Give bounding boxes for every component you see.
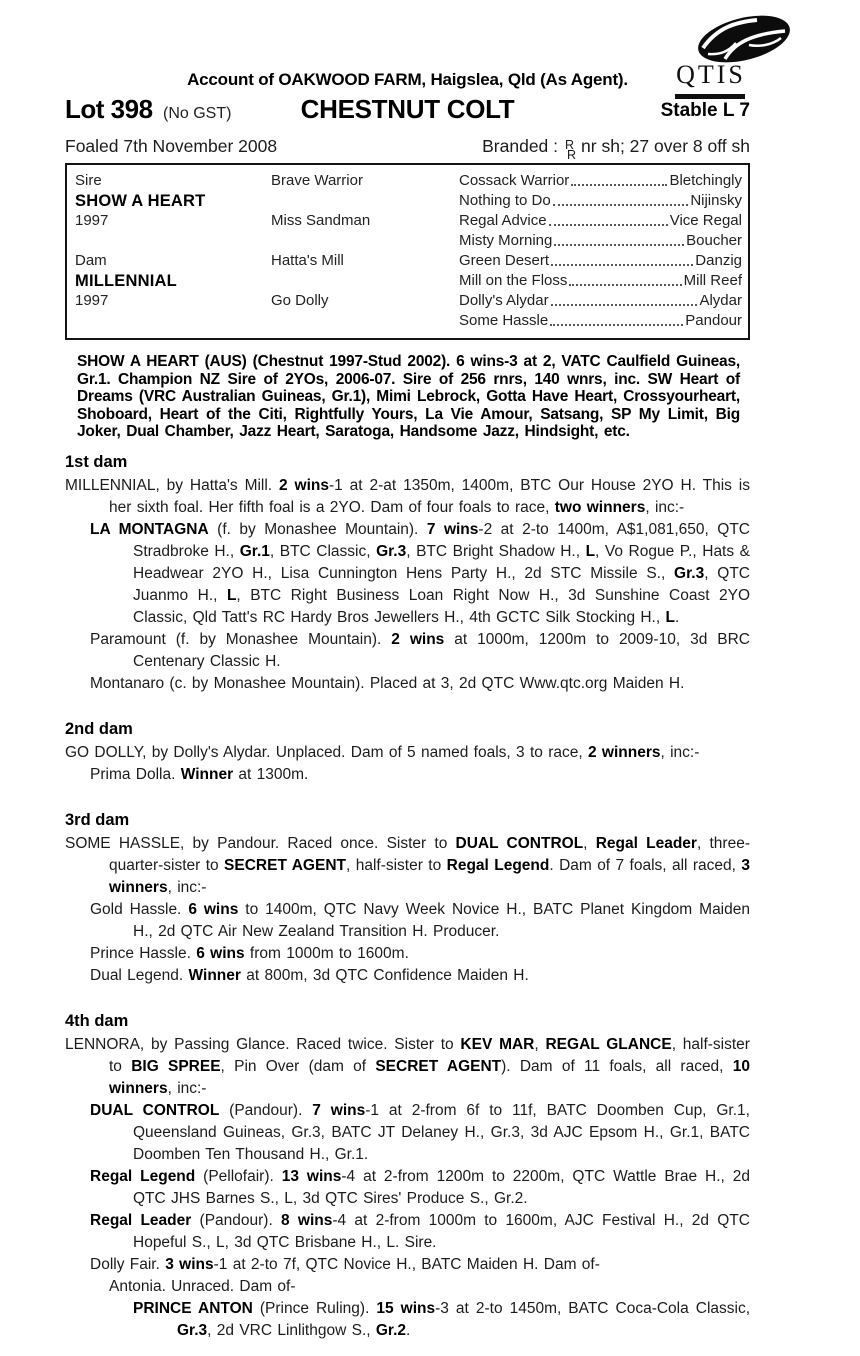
pedigree-grandparent: Miss Sandman [271, 212, 371, 229]
pedigree-paragraph: Prima Dolla. Winner at 1300m. [90, 765, 309, 783]
ancestor-sire: Vice Regal [669, 212, 742, 229]
pedigree-paragraph: Dolly Fair. 3 wins-1 at 2-to 7f, QTC Novice H., BATC Maiden H. Dam of- [90, 1255, 600, 1273]
branded-info [482, 136, 750, 163]
section-heading: 3rd dam [65, 810, 130, 829]
branded-label: Branded : [482, 136, 559, 156]
pedigree-paragraph: LENNORA, by Passing Glance. Raced twice. Sister to KEV MAR, REGAL GLANCE, half-sister to BIG SPREE, Pin Over (dam of SECRET AGENT). Dam of 11 foals, all raced, 10 winners, inc:- [65, 1035, 750, 1097]
pedigree-year: 1997 [75, 212, 109, 229]
foal-row [65, 136, 750, 163]
lot-row [65, 94, 750, 132]
stable-number: Stable L 7 [660, 100, 750, 121]
pedigree-paragraph: GO DOLLY, by Dolly's Alydar. Unplaced. Dam of 5 named foals, 3 to race, 2 winners, inc:- [65, 743, 700, 761]
pedigree-role-label: Sire [75, 172, 102, 189]
pedigree-paragraph: PRINCE ANTON (Prince Ruling). 15 wins-3 at 2-to 1450m, BATC Coca-Cola Classic, Gr.3, 2d VRC Linlithgow S., Gr.2. [133, 1299, 751, 1339]
pedigree-ancestor-row [459, 231, 742, 251]
pedigree-grandparent: Go Dolly [271, 292, 329, 309]
brand-mark [565, 140, 576, 160]
pedigree-ancestor-row [459, 271, 742, 291]
catalog-content [65, 0, 750, 1342]
header [65, 0, 750, 163]
section-heading: 1st dam [65, 452, 128, 471]
sire-summary: SHOW A HEART (AUS) (Chestnut 1997-Stud 2002). 6 wins-3 at 2, VATC Caulfield Guineas, Gr.1. Champion NZ Sire of 2YOs, 2006-07. Sire of 256 rnrs, 140 wnrs, inc. SW Heart of Dreams (VRC Australian Guineas, Gr.1), Mimi Lebrock, Gotta Have Heart, Crossyourheart, Shoboard, Heart of the Citi, Rightfully Yours, La Vie Amour, Satsang, SP My Limit, Big Joker, Dual Chamber, Jazz Heart, Saratoga, Handsome Jazz, Hindsight, etc. [77, 353, 740, 441]
lot-title: CHESTNUT COLT [300, 94, 515, 124]
brand-mark-bottom: R [567, 148, 577, 162]
foaled-date: Foaled 7th November 2008 [65, 136, 278, 156]
pedigree-grandparent: Brave Warrior [271, 172, 363, 189]
pedigree-parent-name: SHOW A HEART [75, 192, 206, 210]
section-heading: 4th dam [65, 1011, 129, 1030]
pedigree-paragraph: Antonia. Unraced. Dam of- [109, 1277, 296, 1295]
pedigree-ancestor-row [459, 191, 742, 211]
ancestor-name: Green Desert [459, 252, 550, 269]
pedigree-paragraph: Paramount (f. by Monashee Mountain). 2 wins at 1000m, 1200m to 2009-10, 3d BRC Centenary Classic H. [90, 630, 750, 670]
ancestor-name: Misty Morning [459, 232, 553, 249]
pedigree-role-label: Dam [75, 252, 107, 269]
qtis-logo-text: QTIS [676, 60, 746, 89]
dot-leader [551, 291, 698, 306]
pedigree-paragraph: Prince Hassle. 6 wins from 1000m to 1600m. [90, 944, 409, 962]
pedigree-paragraph: DUAL CONTROL (Pandour). 7 wins-1 at 2-from 6f to 11f, BATC Doomben Cup, Gr.1, Queensland Guineas, Gr.3, BATC JT Delaney H., Gr.3, 3d AJC Epsom H., Gr.1, BATC Doomben Ten Thousand H., Gr.1. [90, 1101, 750, 1163]
dam-section [65, 453, 750, 695]
pedigree-paragraph: Regal Legend (Pellofair). 13 wins-4 at 2-from 1200m to 2200m, QTC Wattle Brae H., 2d QTC JHS Barnes S., L, 3d QTC Sires' Produce S., Gr.2. [90, 1167, 750, 1207]
pedigree-grandparent: Hatta's Mill [271, 252, 344, 269]
dot-leader [551, 251, 693, 266]
pedigree-parent-name: MILLENNIAL [75, 272, 177, 290]
dot-leader [554, 231, 684, 246]
pedigree-table [65, 163, 750, 340]
dam-section [65, 1012, 750, 1342]
ancestor-name: Dolly's Alydar [459, 292, 549, 309]
pedigree-paragraph: LA MONTAGNA (f. by Monashee Mountain). 7 wins-2 at 2-to 1400m, A$1,081,650, QTC Stradbroke H., Gr.1, BTC Classic, Gr.3, BTC Bright Shadow H., L, Vo Rogue P., Hats & Headwear 2YO H., Lisa Cunnington Hens Party H., 2d STC Missile S., Gr.3, QTC Juanmo H., L, BTC Right Business Loan Right Now H., 3d Sunshine Coast 2YO Classic, Qld Tatt's RC Hardy Bros Jewellers H., 4th GCTC Silk Stocking H., L. [90, 520, 751, 626]
pedigree-year: 1997 [75, 292, 109, 309]
gst-note: (No GST) [162, 105, 232, 122]
pedigree-paragraph: MILLENNIAL, by Hatta's Mill. 2 wins-1 at 2-at 1350m, 1400m, BTC Our House 2YO H. This is her sixth foal. Her fifth foal is a 2YO. Dam of four foals to race, two winners, inc:- [65, 476, 750, 516]
ancestor-name: Some Hassle [459, 312, 549, 329]
pedigree-ancestor-row [459, 211, 742, 231]
ancestor-sire: Alydar [699, 292, 742, 309]
ancestor-sire: Mill Reef [683, 272, 742, 289]
dot-leader [569, 271, 681, 286]
pedigree-ancestor-row [459, 251, 742, 271]
pedigree-paragraph: SOME HASSLE, by Pandour. Raced once. Sister to DUAL CONTROL, Regal Leader, three-quarter-sister to SECRET AGENT, half-sister to Regal Legend. Dam of 7 foals, all raced, 3 winners, inc:- [65, 834, 750, 896]
dot-leader [553, 191, 689, 206]
qtis-swirl-icon [695, 14, 793, 64]
dam-sections [65, 453, 750, 1342]
pedigree-paragraph: Dual Legend. Winner at 800m, 3d QTC Confidence Maiden H. [90, 966, 529, 984]
branded-desc: nr sh; 27 over 8 off sh [581, 136, 750, 156]
ancestor-name: Cossack Warrior [459, 172, 570, 189]
dot-leader [571, 171, 667, 186]
pedigree-ancestor-row [459, 171, 742, 191]
section-heading: 2nd dam [65, 719, 133, 738]
pedigree-paragraph: Gold Hassle. 6 wins to 1400m, QTC Navy Week Novice H., BATC Planet Kingdom Maiden H., 2d QTC Air New Zealand Transition H. Producer. [90, 900, 750, 940]
dot-leader [549, 211, 668, 226]
pedigree-ancestor-row [459, 291, 742, 311]
ancestor-sire: Nijinsky [690, 192, 742, 209]
lot-number: Lot 398 [65, 94, 153, 124]
ancestor-name: Mill on the Floss [459, 272, 568, 289]
dam-section [65, 720, 750, 786]
ancestor-sire: Pandour [685, 312, 742, 329]
dot-leader [550, 311, 683, 326]
pedigree-paragraph: Montanaro (c. by Monashee Mountain). Placed at 3, 2d QTC Www.qtc.org Maiden H. [90, 674, 685, 692]
ancestor-sire: Bletchingly [669, 172, 742, 189]
ancestor-sire: Danzig [695, 252, 742, 269]
ancestor-name: Nothing to Do [459, 192, 551, 209]
dam-section [65, 811, 750, 987]
ancestor-name: Regal Advice [459, 212, 547, 229]
pedigree-paragraph: Regal Leader (Pandour). 8 wins-4 at 2-from 1000m to 1600m, AJC Festival H., 2d QTC Hopeful S., L, 3d QTC Brisbane H., L. Sire. [90, 1211, 750, 1251]
ancestor-sire: Boucher [686, 232, 742, 249]
brand-mark-top: R [565, 138, 575, 152]
account-line: Account of OAKWOOD FARM, Haigslea, Qld (As Agent). [187, 70, 628, 89]
pedigree-ancestor-row [459, 311, 742, 331]
